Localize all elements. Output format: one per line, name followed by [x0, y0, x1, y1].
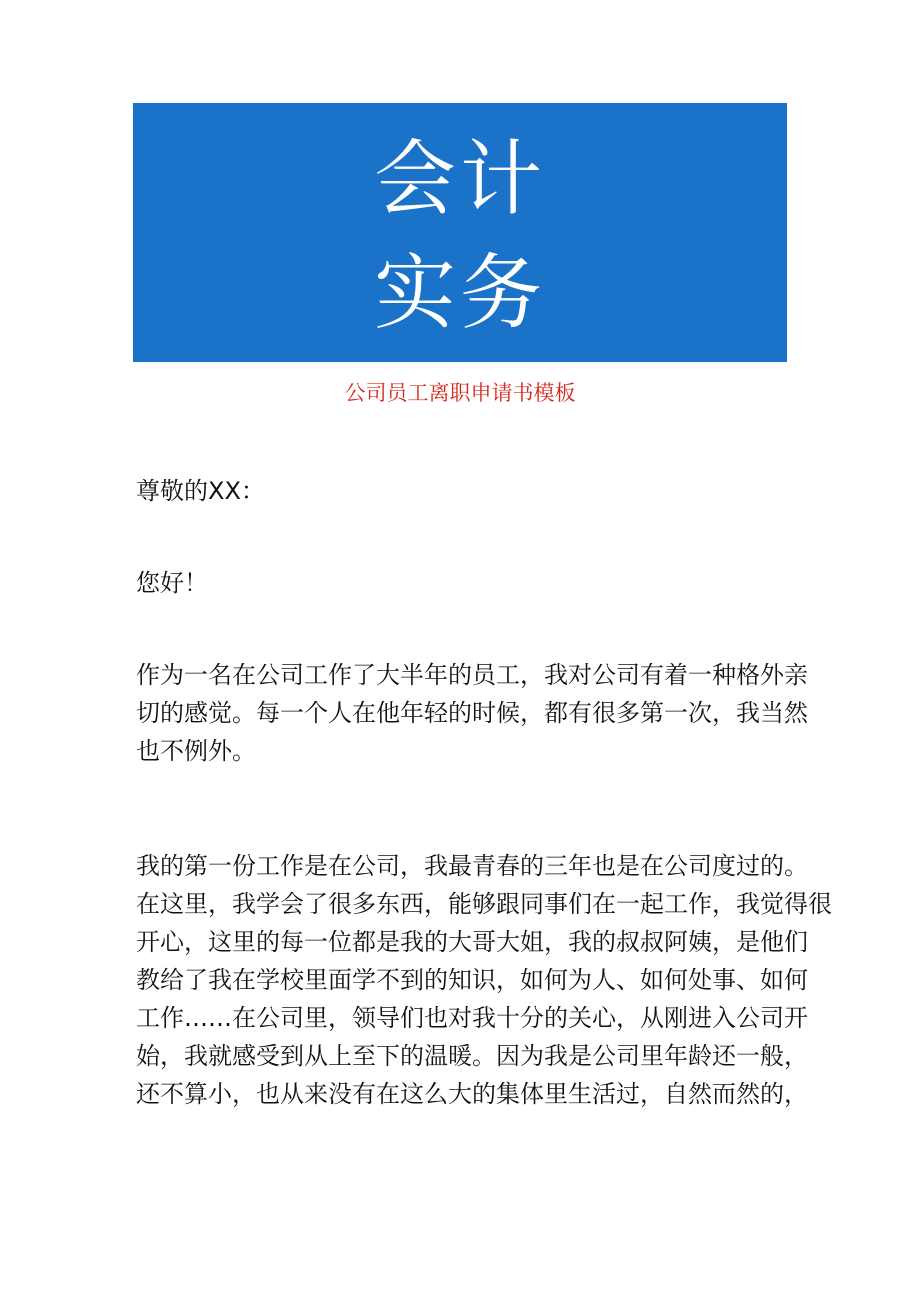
- paragraph-1: [136, 656, 808, 770]
- paragraph-line: 在这里，我学会了很多东西，能够跟同事们在一起工作，我觉得很: [136, 890, 832, 918]
- paragraph-line: 始，我就感受到从上至下的温暖。因为我是公司里年龄还一般，: [136, 1042, 808, 1070]
- title-banner: [133, 103, 787, 362]
- banner-line-1: 会计: [373, 132, 546, 227]
- paragraph-line: 切的感觉。每一个人在他年轻的时候，都有很多第一次，我当然: [136, 699, 808, 727]
- paragraph-line: 还不算小，也从来没有在这么大的集体里生活过，自然而然的，: [136, 1080, 808, 1108]
- greeting: 您好！: [136, 569, 208, 597]
- salutation: 尊敬的XX：: [136, 477, 265, 505]
- paragraph-line: 也不例外。: [136, 737, 256, 765]
- paragraph-line: 作为一名在公司工作了大半年的员工，我对公司有着一种格外亲: [136, 661, 808, 689]
- paragraph-2: [136, 847, 832, 1113]
- document-title: 公司员工离职申请书模板: [344, 381, 576, 405]
- paragraph-line: 我的第一份工作是在公司，我最青春的三年也是在公司度过的。: [136, 852, 808, 880]
- paragraph-line: 教给了我在学校里面学不到的知识，如何为人、如何处事、如何: [136, 966, 808, 994]
- paragraph-line: 工作……在公司里，领导们也对我十分的关心，从刚进入公司开: [136, 1004, 808, 1032]
- banner-line-2: 实务: [373, 246, 546, 341]
- paragraph-line: 开心，这里的每一位都是我的大哥大姐，我的叔叔阿姨，是他们: [136, 928, 808, 956]
